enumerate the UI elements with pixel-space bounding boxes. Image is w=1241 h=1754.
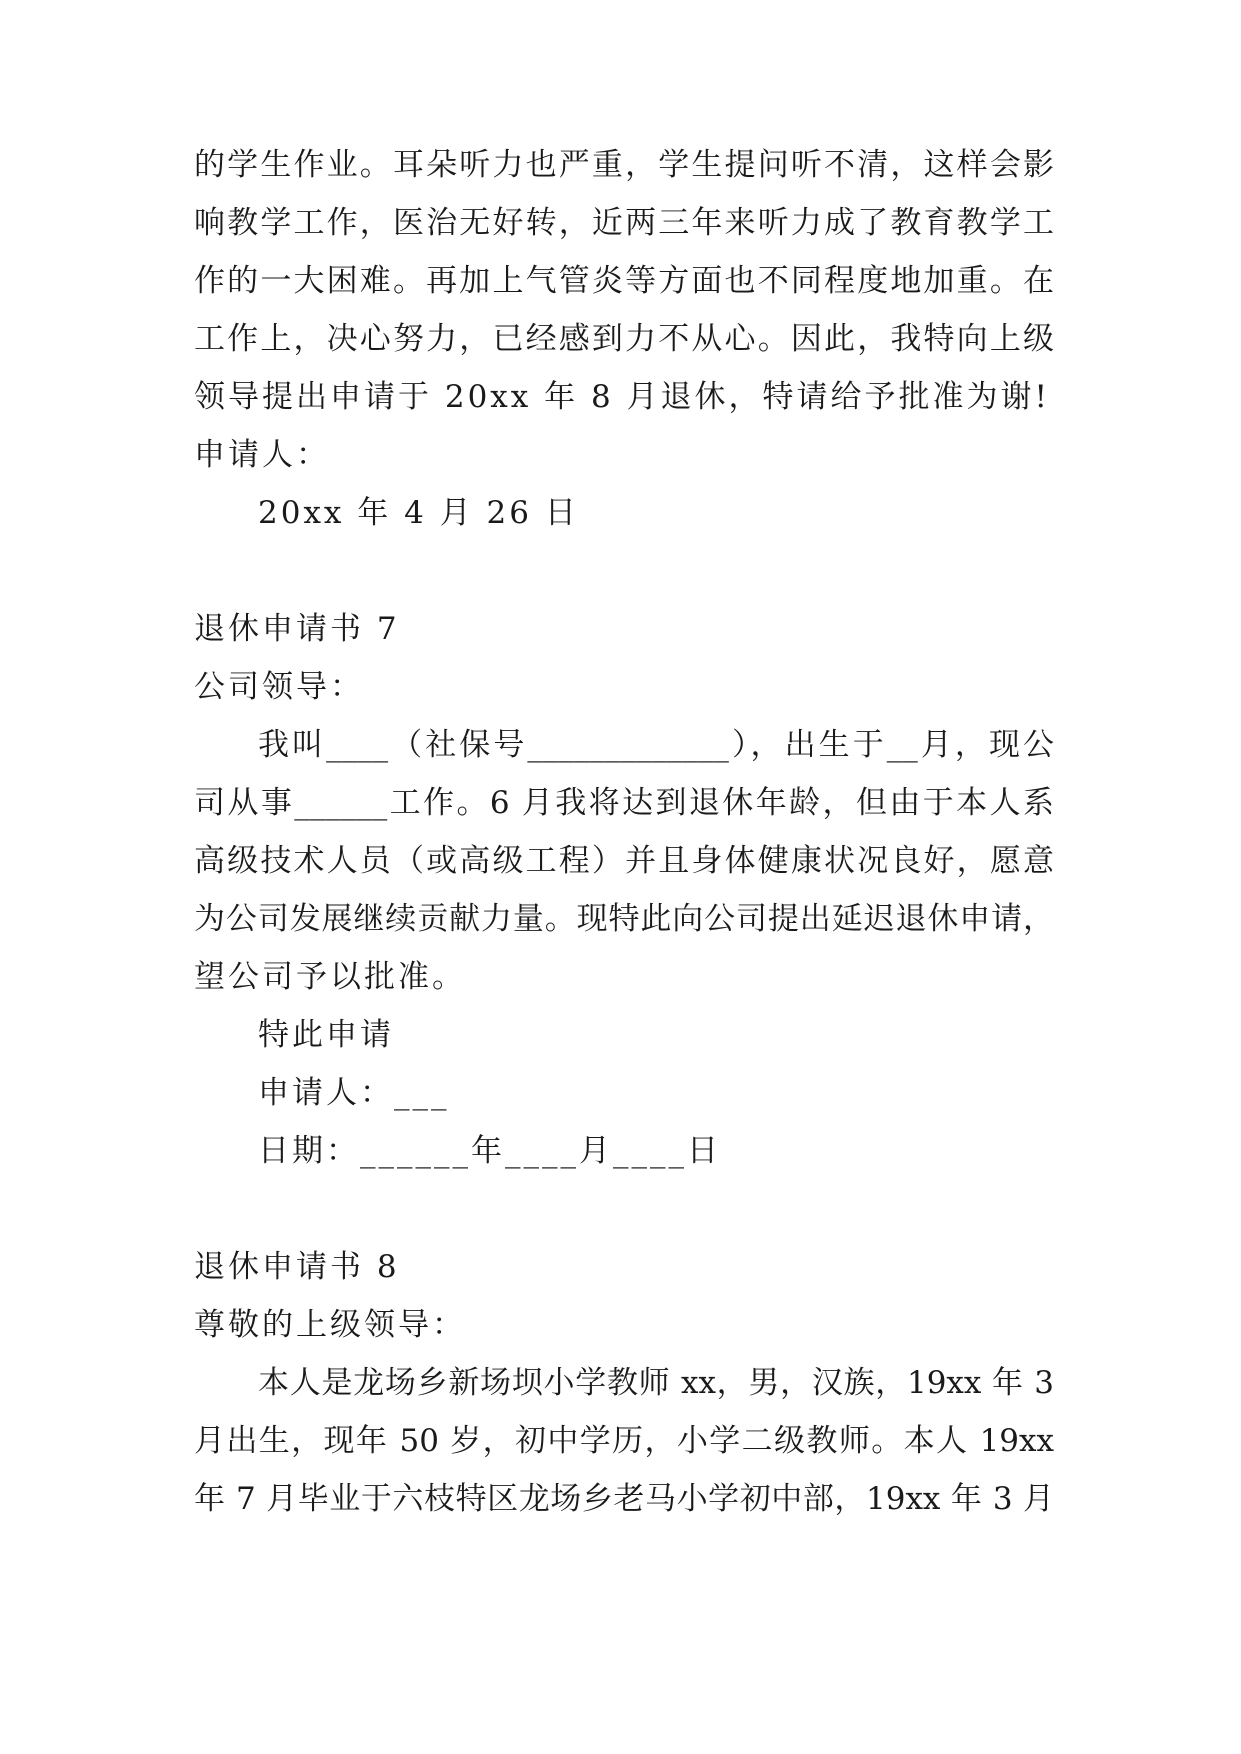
- section-title: 退休申请书 7: [194, 611, 400, 647]
- paragraph-line: 我叫____（社保号_____________），出生于__月，现公: [258, 727, 1054, 763]
- section-title: 退休申请书 8: [194, 1249, 400, 1285]
- paragraph-line: 月出生，现年 50 岁，初中学历，小学二级教师。本人 19xx: [194, 1423, 1054, 1459]
- signature-date: 20xx 年 4 月 26 日: [258, 495, 579, 531]
- paragraph-line: 年 7 月毕业于六枝特区龙场乡老马小学初中部，19xx 年 3 月: [194, 1481, 1054, 1517]
- paragraph-line: 作的一大困难。再加上气管炎等方面也不同程度地加重。在: [194, 263, 1054, 299]
- paragraph-line: 望公司予以批准。: [194, 959, 466, 995]
- paragraph-line: 为公司发展继续贡献力量。现特此向公司提出延迟退休申请，: [194, 901, 1054, 937]
- salutation: 尊敬的上级领导：: [194, 1307, 466, 1343]
- salutation: 公司领导：: [194, 669, 364, 705]
- date-field: 日期：______年____月____日: [258, 1133, 721, 1169]
- paragraph-line: 本人是龙场乡新场坝小学教师 xx，男，汉族，19xx 年 3: [258, 1365, 1054, 1401]
- paragraph-line: 的学生作业。耳朵听力也严重，学生提问听不清，这样会影: [194, 147, 1054, 183]
- paragraph-line: 高级技术人员（或高级工程）并且身体健康状况良好，愿意: [194, 843, 1054, 879]
- paragraph-line: 响教学工作，医治无好转，近两三年来听力成了教育教学工: [194, 205, 1054, 241]
- applicant-label: 申请人：___: [258, 1075, 450, 1111]
- paragraph-line: 司从事______工作。6 月我将达到退休年龄，但由于本人系: [194, 785, 1054, 821]
- paragraph-line: 工作上，决心努力，已经感到力不从心。因此，我特向上级: [194, 321, 1054, 357]
- closing-text: 特此申请: [258, 1017, 394, 1053]
- applicant-label: 申请人：: [194, 437, 330, 473]
- paragraph-line: 领导提出申请于 20xx 年 8 月退休，特请给予批准为谢!: [194, 379, 1051, 415]
